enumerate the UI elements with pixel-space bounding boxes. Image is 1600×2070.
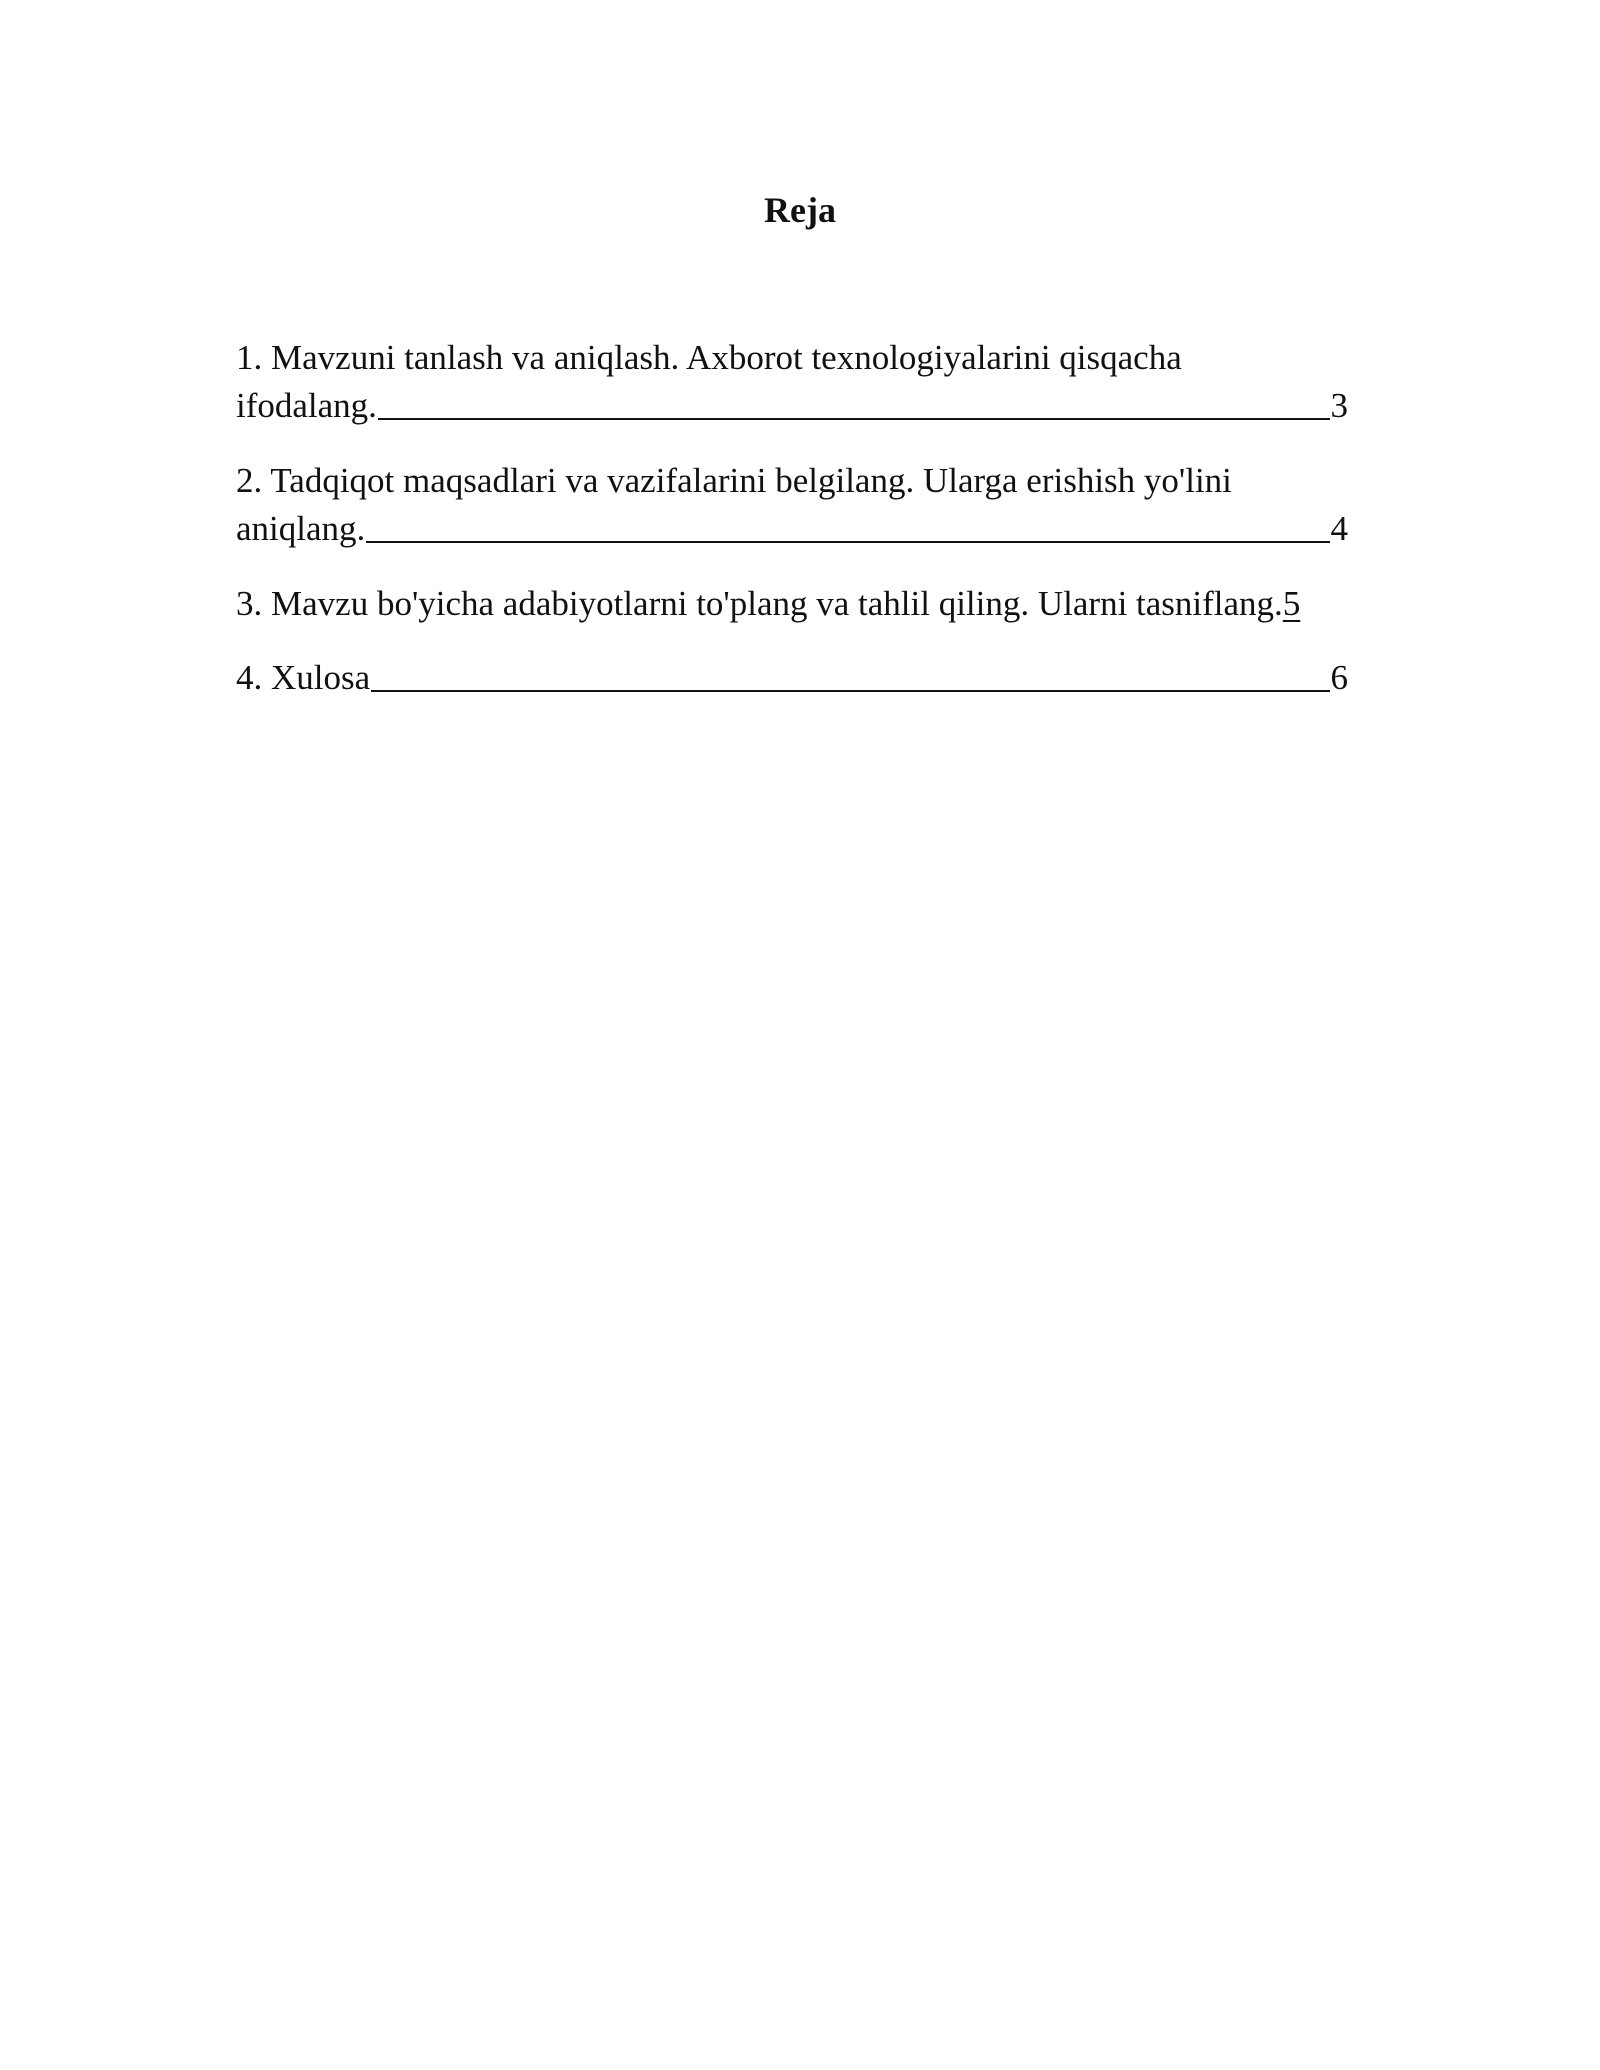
toc-entry-text: ifodalang. — [236, 386, 377, 425]
toc-entry — [236, 457, 1348, 553]
toc-entry — [236, 334, 1348, 430]
toc-entry-text: 4. Xulosa — [236, 658, 371, 697]
toc-entry-leader-line — [236, 505, 1348, 553]
page-number: 3 — [1330, 386, 1348, 425]
toc-entry — [236, 654, 1348, 702]
page-number: 5 — [1282, 584, 1301, 623]
leader-line — [371, 690, 1329, 692]
page-title: Reja — [764, 190, 836, 230]
toc-entry — [236, 580, 1348, 628]
toc-entry-text: 1. Mavzuni tanlash va aniqlash. Axborot texnologiyalarini qisqacha — [236, 338, 1182, 377]
page-number: 6 — [1330, 658, 1348, 697]
leader-line — [366, 541, 1329, 543]
leader-line — [378, 418, 1330, 420]
toc-entry-text: 3. Mavzu bo'yicha adabiyotlarni to'plang va tahlil qiling. Ularni tasniflang. — [236, 584, 1283, 623]
toc-entry-text: aniqlang. — [236, 509, 366, 548]
page-number: 4 — [1330, 509, 1348, 548]
toc-entry-leader-line — [236, 654, 1348, 702]
toc-entry-leader-line — [236, 580, 1348, 628]
toc-entry-leader-line — [236, 382, 1348, 430]
toc-entry-text: 2. Tadqiqot maqsadlari va vazifalarini belgilang. Ularga erishish yo'lini — [236, 461, 1232, 500]
